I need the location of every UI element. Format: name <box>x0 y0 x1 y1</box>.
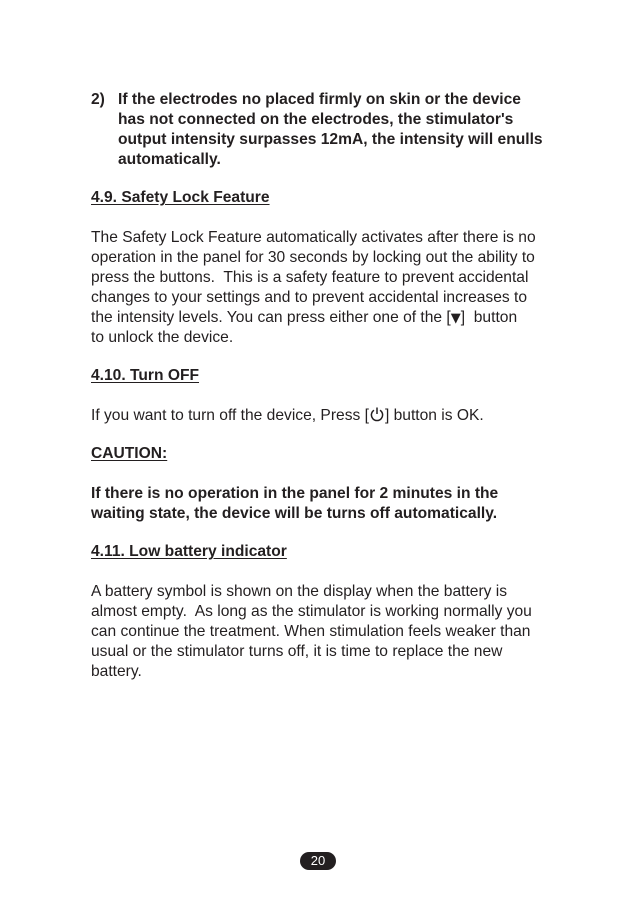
caution-line-2: waiting state, the device will be turns off automatically. <box>91 505 498 522</box>
turn-off-text-after: ] button is OK. <box>384 407 484 424</box>
safety-lock-line-4: changes to your settings and to prevent accidental increases to <box>91 289 528 306</box>
battery-line-5: battery. <box>91 663 142 680</box>
battery-line-1: A battery symbol is shown on the display when the battery is <box>91 583 508 600</box>
item-2-line-2: has not connected on the electrodes, the stimulator's <box>118 111 514 128</box>
battery-line-2: almost empty. As long as the stimulator is working normally you <box>91 603 532 620</box>
item-2-line-1: If the electrodes no placed firmly on skin or the device <box>118 91 521 108</box>
turn-off-text-before: If you want to turn off the device, Press [ <box>91 407 369 424</box>
item-2-line-4: automatically. <box>118 151 221 168</box>
safety-lock-line-5-text: the intensity levels. You can press either one of the [ <box>91 309 451 326</box>
safety-lock-line-6: to unlock the device. <box>91 329 234 346</box>
caution-heading: CAUTION: <box>91 445 168 462</box>
page-number: 20 <box>300 852 336 870</box>
item-2-line-3: output intensity surpasses 12mA, the intensity will enulls <box>118 131 543 148</box>
safety-lock-line-5-button: ] button <box>460 309 518 326</box>
down-triangle-icon: ▼ <box>450 311 461 326</box>
caution-line-1: If there is no operation in the panel for 2 minutes in the <box>91 485 499 502</box>
power-icon <box>369 406 385 422</box>
item-2-number: 2) <box>91 91 105 108</box>
battery-heading: 4.11. Low battery indicator <box>91 543 287 560</box>
safety-lock-line-1: The Safety Lock Feature automatically activates after there is no <box>91 229 536 246</box>
safety-lock-heading: 4.9. Safety Lock Feature <box>91 189 270 206</box>
safety-lock-line-5 <box>91 308 517 329</box>
battery-line-3: can continue the treatment. When stimulation feels weaker than <box>91 623 531 640</box>
safety-lock-line-2: operation in the panel for 30 seconds by locking out the ability to <box>91 249 535 266</box>
safety-lock-line-3: press the buttons. This is a safety feature to prevent accidental <box>91 269 529 286</box>
turn-off-heading: 4.10. Turn OFF <box>91 367 200 384</box>
battery-line-4: usual or the stimulator turns off, it is time to replace the new <box>91 643 503 660</box>
turn-off-text <box>91 406 484 426</box>
